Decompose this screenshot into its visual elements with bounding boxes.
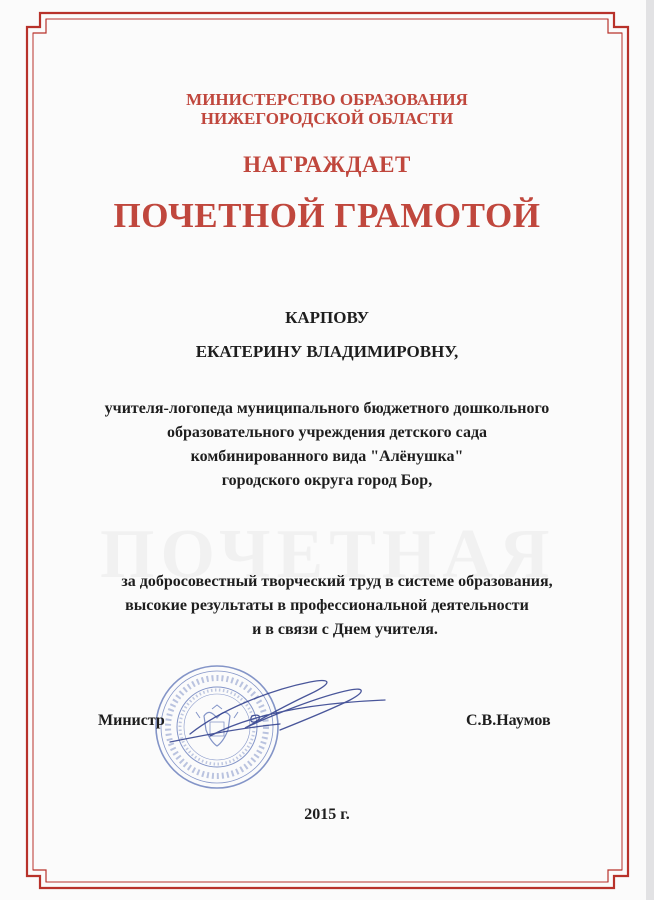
position-line: учителя-логопеда муниципального бюджетного дошкольного: [104, 400, 550, 417]
issuer-line-2: НИЖЕГОРОДСКОЙ ОБЛАСТИ: [200, 109, 454, 128]
award-title: ПОЧЕТНОЙ ГРАМОТОЙ: [113, 196, 541, 235]
position-line: городского округа город Бор,: [221, 472, 433, 489]
position-line: образовательного учреждения детского сада: [166, 424, 488, 441]
handwritten-signature: [150, 670, 410, 750]
issuer-line-1: МИНИСТЕРСТВО ОБРАЗОВАНИЯ: [186, 90, 468, 109]
merit-line: за добросовестный творческий труд в системе образования,: [121, 573, 553, 590]
award-verb: НАГРАЖДАЕТ: [243, 152, 411, 177]
issue-year: 2015 г.: [304, 806, 350, 823]
recipient-surname: КАРПОВУ: [285, 308, 369, 327]
merit-line: высокие результаты в профессиональной деятельности: [125, 597, 529, 614]
recipient-given-names: ЕКАТЕРИНУ ВЛАДИМИРОВНУ,: [195, 342, 459, 361]
merit-line: и в связи с Днем учителя.: [252, 621, 438, 638]
position-line: комбинированного вида "Алёнушка": [190, 448, 464, 465]
signatory-name: С.В.Наумов: [466, 712, 551, 729]
signatory-title: Министр: [98, 712, 165, 729]
